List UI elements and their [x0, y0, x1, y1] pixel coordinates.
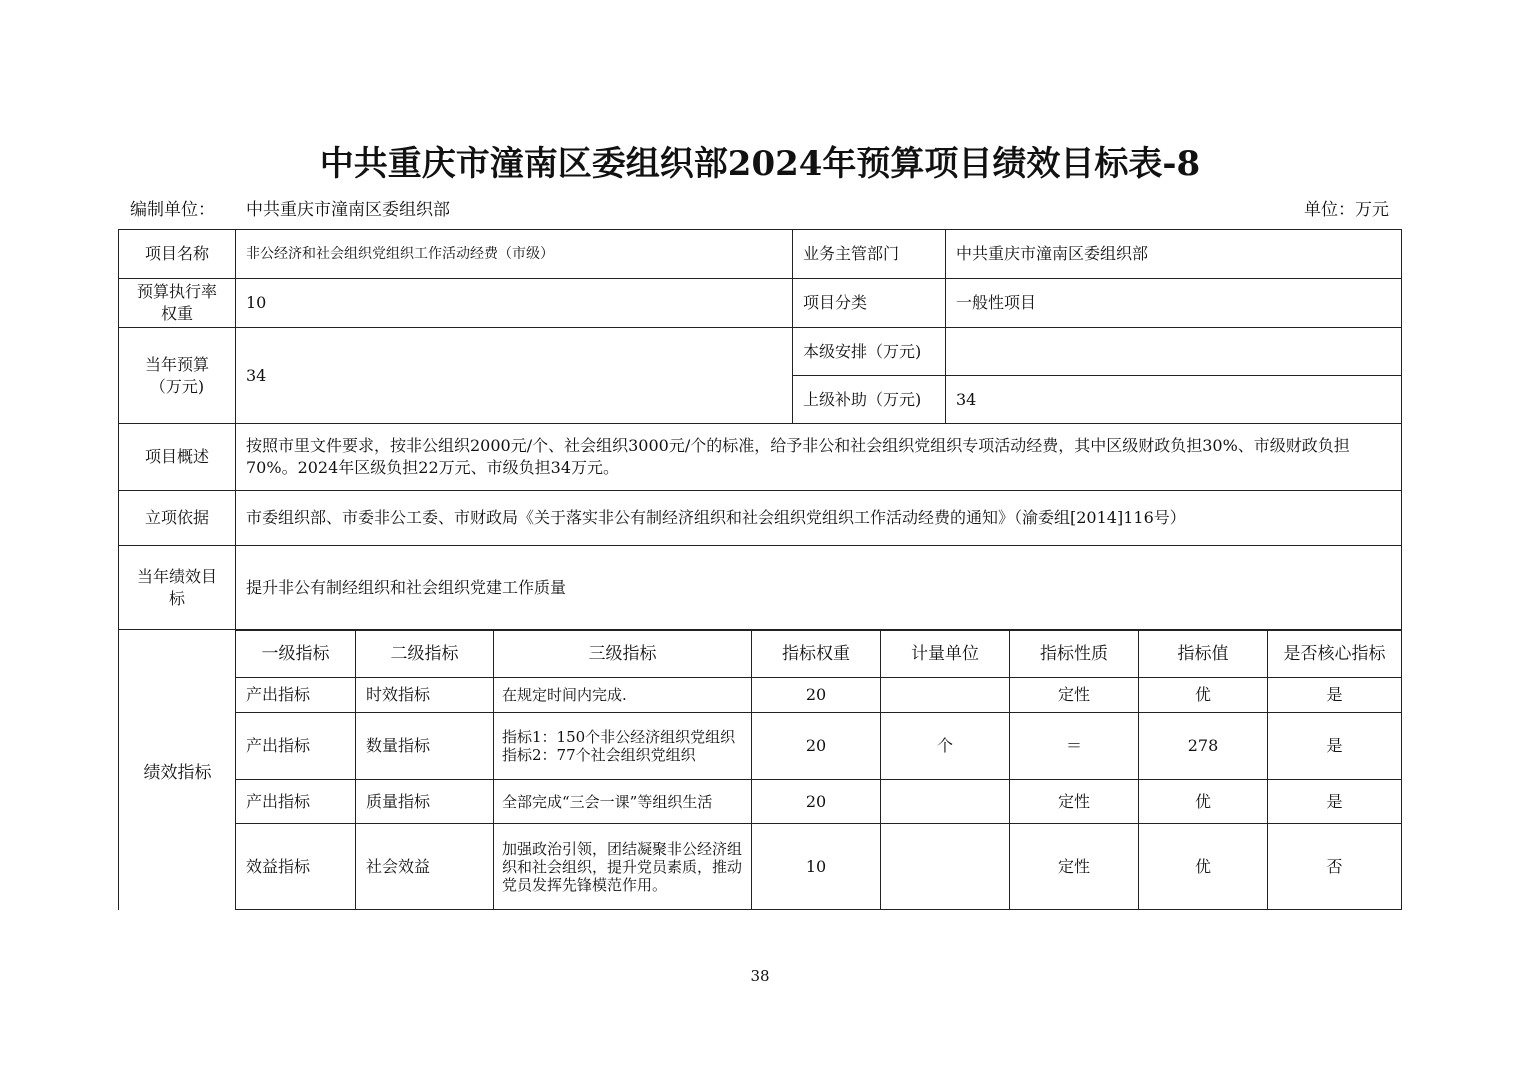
value-cell: 优 — [1139, 780, 1268, 824]
header-cell: 指标性质 — [1010, 631, 1139, 678]
local-label: 本级安排（万元) — [793, 328, 946, 376]
header-cell: 一级指标 — [236, 631, 356, 678]
header-cell: 计量单位 — [881, 631, 1010, 678]
value-cell: 优 — [1139, 824, 1268, 910]
table-row — [119, 424, 1402, 491]
nature-cell: 定性 — [1010, 780, 1139, 824]
page-title: 中共重庆市潼南区委组织部2024年预算项目绩效目标表-8 — [319, 144, 1201, 184]
table-row — [119, 230, 1402, 279]
value-cell: 278 — [1139, 713, 1268, 780]
dept-label: 业务主管部门 — [793, 230, 946, 279]
overview-value: 按照市里文件要求，按非公组织2000元/个、社会组织3000元/个的标准，给予非公和社会组织党组织专项活动经费，其中区级财政负担30%、市级财政负担70%。2024年区级负担22万元、市级负担34万元。 — [236, 424, 1402, 491]
table-row — [236, 713, 1402, 780]
level2-cell: 质量指标 — [356, 780, 494, 824]
table-row — [119, 546, 1402, 630]
table-header-row — [236, 631, 1402, 678]
table-row — [119, 491, 1402, 546]
level2-cell: 社会效益 — [356, 824, 494, 910]
project-info-table — [118, 229, 1402, 630]
compiler-line — [130, 195, 450, 220]
nature-cell: 定性 — [1010, 824, 1139, 910]
basis-label: 立项依据 — [119, 491, 236, 546]
nature-cell: ＝ — [1010, 713, 1139, 780]
unit-cell — [881, 824, 1010, 910]
local-value — [946, 328, 1402, 376]
budget-value: 34 — [236, 328, 793, 424]
header-cell: 是否核心指标 — [1268, 631, 1402, 678]
category-label: 项目分类 — [793, 279, 946, 328]
unit-cell: 个 — [881, 713, 1010, 780]
budget-label-line2: （万元) — [149, 376, 205, 396]
weight-cell: 20 — [752, 713, 881, 780]
compiler-label: 编制单位： — [130, 200, 215, 220]
value-cell: 优 — [1139, 678, 1268, 713]
unit-note: 单位：万元 — [1304, 200, 1389, 220]
level1-cell: 产出指标 — [236, 713, 356, 780]
header-cell: 三级指标 — [494, 631, 752, 678]
weight-cell: 20 — [752, 678, 881, 713]
exec-rate-label — [119, 279, 236, 328]
level3-cell: 加强政治引领，团结凝聚非公经济组织和社会组织，提升党员素质，推动党员发挥先锋模范作用。 — [494, 824, 752, 910]
level2-cell: 数量指标 — [356, 713, 494, 780]
header-cell: 指标权重 — [752, 631, 881, 678]
dept-value: 中共重庆市潼南区委组织部 — [946, 230, 1402, 279]
unit-cell — [881, 780, 1010, 824]
category-value: 一般性项目 — [946, 279, 1402, 328]
table-row — [236, 824, 1402, 910]
core-cell: 是 — [1268, 713, 1402, 780]
project-name-value: 非公经济和社会组织党组织工作活动经费（市级） — [236, 230, 793, 279]
goal-label-line2: 标 — [168, 588, 185, 608]
nature-cell: 定性 — [1010, 678, 1139, 713]
upper-label: 上级补助（万元) — [793, 376, 946, 424]
goal-label-line1: 当年绩效目 — [136, 566, 217, 586]
table-row — [119, 328, 1402, 376]
header-cell: 二级指标 — [356, 631, 494, 678]
exec-rate-label-line1: 预算执行率 — [136, 282, 217, 302]
unit-cell — [881, 678, 1010, 713]
upper-value: 34 — [946, 376, 1402, 424]
overview-label: 项目概述 — [119, 424, 236, 491]
table-row — [236, 780, 1402, 824]
basis-value: 市委组织部、市委非公工委、市财政局《关于落实非公有制经济组织和社会组织党组织工作活动经费的通知》（渝委组[2014]116号） — [236, 491, 1402, 546]
table-row — [119, 279, 1402, 328]
level1-cell: 产出指标 — [236, 780, 356, 824]
core-cell: 否 — [1268, 824, 1402, 910]
header-cell: 指标值 — [1139, 631, 1268, 678]
level1-cell: 效益指标 — [236, 824, 356, 910]
goal-value: 提升非公有制经组织和社会组织党建工作质量 — [236, 546, 1402, 630]
core-cell: 是 — [1268, 678, 1402, 713]
performance-label: 绩效指标 — [118, 630, 236, 910]
exec-rate-label-line2: 权重 — [160, 304, 193, 323]
weight-cell: 20 — [752, 780, 881, 824]
exec-rate-value: 10 — [236, 279, 793, 328]
weight-cell: 10 — [752, 824, 881, 910]
level3-cell: 在规定时间内完成. — [494, 678, 752, 713]
core-cell: 是 — [1268, 780, 1402, 824]
level2-cell: 时效指标 — [356, 678, 494, 713]
table-row — [236, 678, 1402, 713]
level3-cell: 全部完成“三会一课”等组织生活 — [494, 780, 752, 824]
performance-section — [118, 630, 1401, 910]
budget-label — [119, 328, 236, 424]
page-number: 38 — [750, 967, 770, 985]
level1-cell: 产出指标 — [236, 678, 356, 713]
performance-table — [235, 630, 1402, 910]
compiler-value: 中共重庆市潼南区委组织部 — [246, 200, 450, 220]
project-name-label: 项目名称 — [119, 230, 236, 279]
goal-label — [119, 546, 236, 630]
budget-label-line1: 当年预算 — [144, 354, 209, 374]
level3-cell: 指标1：150个非公经济组织党组织 指标2：77个社会组织党组织 — [494, 713, 752, 780]
